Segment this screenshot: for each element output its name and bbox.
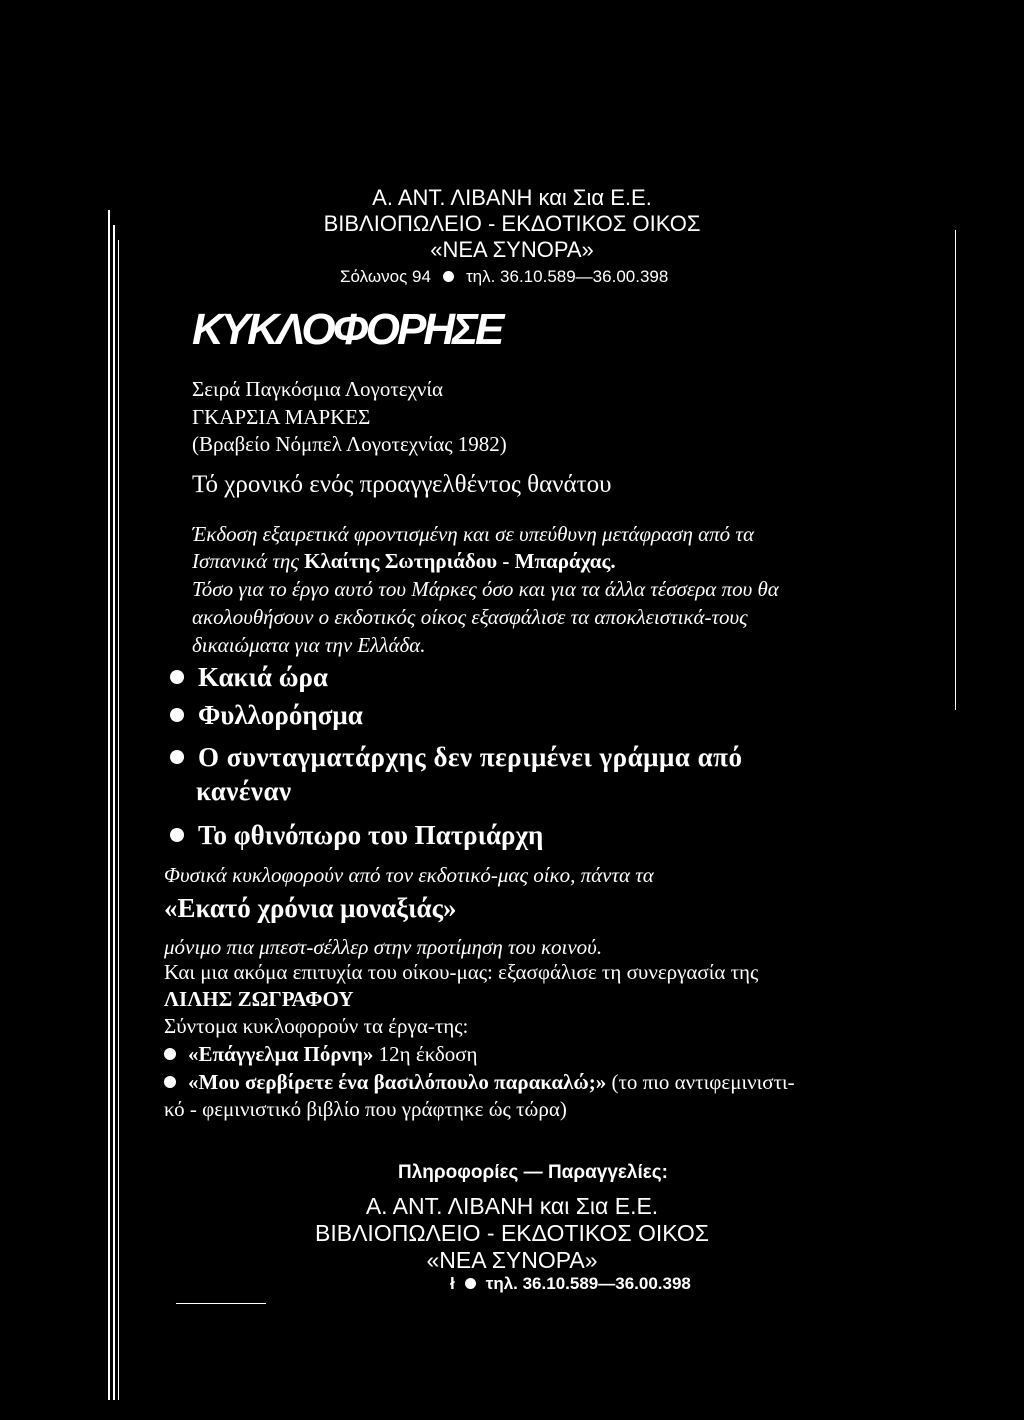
bullet-icon xyxy=(170,828,184,842)
zografou-book-1: «Επάγγελμα Πόρνη» 12η έκδοση xyxy=(164,1042,478,1067)
bullet-icon xyxy=(170,670,184,684)
header-phone: τηλ. 36.10.589—36.00.398 xyxy=(465,267,669,286)
intro-line-4: ακολουθήσουν ο εκδοτικός οίκος εξασφάλισε τα αποκλειστικά-τους xyxy=(192,605,748,629)
solitude-line-1: Φυσικά κυκλοφορούν από τον εκδοτικό-μας οίκο, πάντα τα xyxy=(164,863,654,887)
right-edge-line xyxy=(955,230,956,710)
intro-line-2 xyxy=(192,549,616,574)
footer-prefix: ł xyxy=(450,1274,455,1293)
header-shop: ΒΙΒΛΙΟΠΩΛΕΙΟ - ΕΚΔΟΤΙΚΟΣ ΟΙΚΟΣ xyxy=(323,211,701,236)
logo-kykloforise: ΚΥΚΛΟΦΟΡΗΣΕ xyxy=(192,305,502,354)
bullet-icon xyxy=(164,1048,176,1060)
bullet-icon xyxy=(465,1278,476,1289)
bullet-icon xyxy=(170,708,184,722)
zografou-line-2: Σύντομα κυκλοφορούν τα έργα-της: xyxy=(164,1014,469,1038)
header-address-line xyxy=(340,267,668,287)
footer-phone: τηλ. 36.10.589—36.00.398 xyxy=(485,1274,691,1293)
intro-line-2a: Ισπανικά της xyxy=(192,549,299,573)
intro-line-3: Τόσο για το έργο αυτό του Μάρκες όσο και για τα άλλα τέσσερα που θα xyxy=(192,577,779,601)
series-award: (Βραβείο Νόμπελ Λογοτεχνίας 1982) xyxy=(192,432,507,456)
series-title: Τό χρονικό ενός προαγγελθέντος θανάτου xyxy=(192,471,612,498)
header-brand: «ΝΕΑ ΣΥΝΟΡΑ» xyxy=(430,237,594,262)
header-block xyxy=(0,185,1024,263)
bullet-icon xyxy=(443,271,454,282)
title-item-2: Φυλλορόησμα xyxy=(170,700,363,731)
bullet-icon xyxy=(170,750,184,764)
zografou-book-2-cont: κό - φεμινιστικό βιβλίο που γράφτηκε ώς τώρα) xyxy=(164,1097,567,1121)
zografou-book-2: «Μου σερβίρετε ένα βασιλόπουλο παρακαλώ;» (το πιο αντιφεμινιστι- xyxy=(164,1070,795,1095)
series-line: Σειρά Παγκόσμια Λογοτεχνία xyxy=(192,377,444,401)
solitude-line-2: μόνιμο πια μπεστ-σέλλερ στην προτίμηση του κοινού. xyxy=(164,935,603,959)
footer-shop: ΒΙΒΛΙΟΠΩΛΕΙΟ - ΕΚΔΟΤΙΚΟΣ ΟΙΚΟΣ xyxy=(315,1220,709,1246)
bullet-icon xyxy=(164,1076,176,1088)
footer-brand: «ΝΕΑ ΣΥΝΟΡΑ» xyxy=(426,1247,598,1273)
footer-info: Πληροφορίες — Παραγγελίες: xyxy=(398,1162,668,1183)
title-item-3: Ο συνταγματάρχης δεν περιμένει γράμμα από xyxy=(170,742,742,773)
intro-line-5: δικαιώματα για την Ελλάδα. xyxy=(192,633,426,657)
header-address: Σόλωνος 94 xyxy=(340,267,431,286)
footer-block xyxy=(0,1193,1024,1274)
footer-company: Α. ΑΝΤ. ΛΙΒΑΝΗ και Σια Ε.Ε. xyxy=(365,1193,659,1219)
intro-line-1: Έκδοση εξαιρετικά φροντισμένη και σε υπεύθυνη μετάφραση από τα xyxy=(192,522,754,546)
translator-name: Κλαίτης Σωτηριάδου - Μπαράχας. xyxy=(304,549,616,573)
title-item-1: Κακιά ώρα xyxy=(170,662,328,693)
title-item-4: Το φθινόπωρο του Πατριάρχη xyxy=(170,820,543,851)
series-author: ΓΚΑΡΣΙΑ ΜΑΡΚΕΣ xyxy=(192,405,371,429)
title-item-3-cont: κανέναν xyxy=(196,776,292,806)
zografou-author: ΛΙΛΗΣ ΖΩΓΡΑΦΟΥ xyxy=(164,987,354,1011)
bottom-left-rule xyxy=(176,1303,266,1304)
zografou-line-1: Και μια ακόμα επιτυχία του οίκου-μας: εξασφάλισε τη συνεργασία της xyxy=(164,960,759,984)
solitude-title: «Εκατό χρόνια μοναξιάς» xyxy=(164,893,457,923)
footer-phone-line xyxy=(450,1274,691,1294)
header-company: Α. ΑΝΤ. ΛΙΒΑΝΗ και Σια Ε.Ε. xyxy=(372,185,652,210)
